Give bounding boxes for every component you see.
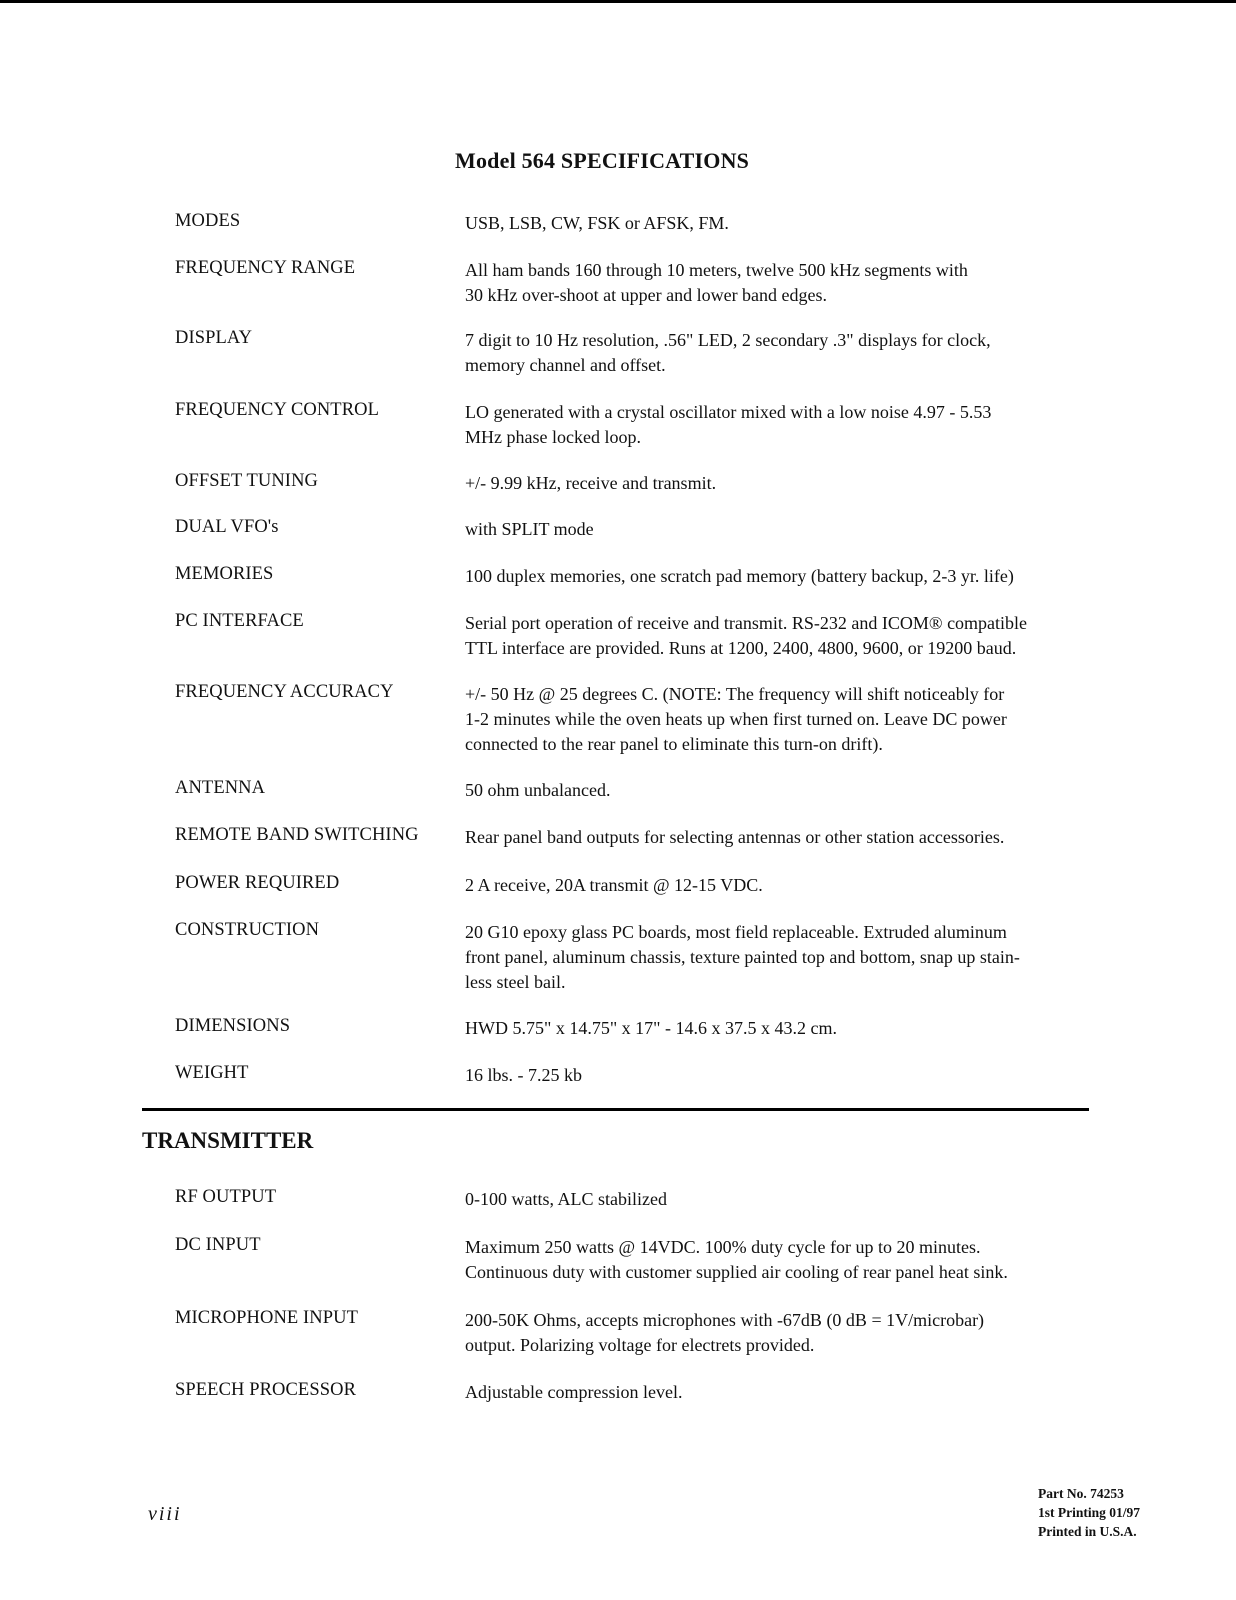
- spec-label: ANTENNA: [175, 778, 266, 798]
- spec-line: 20 G10 epoxy glass PC boards, most field replaceable. Extruded aluminum: [465, 922, 1007, 942]
- spec-value: [465, 825, 1105, 850]
- spec-line: Adjustable compression level.: [465, 1382, 683, 1402]
- spec-line: memory channel and offset.: [465, 355, 666, 375]
- spec-line: +/- 50 Hz @ 25 degrees C. (NOTE: The frequency will shift noticeably for: [465, 684, 1005, 704]
- spec-label: REMOTE BAND SWITCHING: [175, 825, 419, 845]
- spec-label: MEMORIES: [175, 564, 274, 584]
- spec-value: [465, 920, 1105, 995]
- spec-label: RF OUTPUT: [175, 1187, 277, 1207]
- spec-line: 0-100 watts, ALC stabilized: [465, 1189, 667, 1209]
- spec-value: [465, 778, 1105, 803]
- spec-line: Serial port operation of receive and transmit. RS-232 and ICOM® compatible: [465, 613, 1028, 633]
- spec-value: [465, 564, 1105, 589]
- spec-label: DUAL VFO's: [175, 517, 279, 537]
- spec-value: [465, 873, 1105, 898]
- spec-label: SPEECH PROCESSOR: [175, 1380, 357, 1400]
- spec-value: [465, 611, 1105, 661]
- spec-line: HWD 5.75" x 14.75" x 17" - 14.6 x 37.5 x 43.2 cm.: [465, 1018, 838, 1038]
- spec-line: TTL interface are provided. Runs at 1200, 2400, 4800, 9600, or 19200 baud.: [465, 638, 1017, 658]
- spec-label: MICROPHONE INPUT: [175, 1308, 359, 1328]
- spec-line: output. Polarizing voltage for electrets provided.: [465, 1335, 815, 1355]
- top-border: [0, 0, 1236, 3]
- spec-label: DISPLAY: [175, 328, 253, 348]
- spec-label: FREQUENCY ACCURACY: [175, 682, 394, 702]
- spec-line: Continuous duty with customer supplied air cooling of rear panel heat sink.: [465, 1262, 1008, 1282]
- spec-line: less steel bail.: [465, 972, 566, 992]
- spec-value: [465, 471, 1105, 496]
- spec-line: 30 kHz over-shoot at upper and lower band edges.: [465, 285, 828, 305]
- spec-value: [465, 1016, 1105, 1041]
- spec-value: [465, 1308, 1105, 1358]
- printed-in: Printed in U.S.A.: [1038, 1524, 1137, 1539]
- spec-line: 100 duplex memories, one scratch pad memory (battery backup, 2-3 yr. life): [465, 566, 1014, 586]
- spec-line: front panel, aluminum chassis, texture painted top and bottom, snap up stain-: [465, 947, 1020, 967]
- spec-line: 2 A receive, 20A transmit @ 12-15 VDC.: [465, 875, 763, 895]
- printing-info: 1st Printing 01/97: [1038, 1505, 1141, 1520]
- spec-line: MHz phase locked loop.: [465, 427, 641, 447]
- spec-line: 50 ohm unbalanced.: [465, 780, 611, 800]
- page-title: Model 564 SPECIFICATIONS: [455, 148, 750, 173]
- spec-line: with SPLIT mode: [465, 519, 594, 539]
- spec-label: CONSTRUCTION: [175, 920, 320, 940]
- spec-line: Maximum 250 watts @ 14VDC. 100% duty cycle for up to 20 minutes.: [465, 1237, 981, 1257]
- spec-value: [465, 517, 1105, 542]
- spec-line: connected to the rear panel to eliminate this turn-on drift).: [465, 734, 883, 754]
- page-number: viii: [148, 1503, 182, 1525]
- section-heading-transmitter: TRANSMITTER: [142, 1128, 314, 1153]
- spec-line: LO generated with a crystal oscillator mixed with a low noise 4.97 - 5.53: [465, 402, 992, 422]
- section-divider: [142, 1108, 1089, 1111]
- spec-value: [465, 258, 1105, 308]
- spec-value: [465, 211, 1105, 236]
- spec-value: [465, 1187, 1105, 1212]
- part-number: Part No. 74253: [1038, 1486, 1124, 1501]
- spec-label: WEIGHT: [175, 1063, 249, 1083]
- spec-line: Rear panel band outputs for selecting antennas or other station accessories.: [465, 827, 1005, 847]
- spec-value: [465, 682, 1105, 757]
- spec-label: FREQUENCY RANGE: [175, 258, 356, 278]
- spec-label: DIMENSIONS: [175, 1016, 291, 1036]
- spec-value: [465, 1063, 1105, 1088]
- spec-label: OFFSET TUNING: [175, 471, 318, 491]
- spec-value: [465, 328, 1105, 378]
- spec-value: [465, 400, 1105, 450]
- spec-line: +/- 9.99 kHz, receive and transmit.: [465, 473, 717, 493]
- spec-value: [465, 1380, 1105, 1405]
- spec-line: USB, LSB, CW, FSK or AFSK, FM.: [465, 213, 729, 233]
- spec-label: POWER REQUIRED: [175, 873, 340, 893]
- spec-label: PC INTERFACE: [175, 611, 304, 631]
- spec-line: 200-50K Ohms, accepts microphones with -67dB (0 dB = 1V/microbar): [465, 1310, 985, 1330]
- part-info: [1038, 1484, 1140, 1541]
- spec-line: 7 digit to 10 Hz resolution, .56" LED, 2 secondary .3" displays for clock,: [465, 330, 991, 350]
- spec-label: MODES: [175, 211, 241, 231]
- spec-line: 16 lbs. - 7.25 kb: [465, 1065, 582, 1085]
- spec-label: FREQUENCY CONTROL: [175, 400, 380, 420]
- spec-value: [465, 1235, 1105, 1285]
- spec-label: DC INPUT: [175, 1235, 261, 1255]
- spec-line: All ham bands 160 through 10 meters, twelve 500 kHz segments with: [465, 260, 968, 280]
- spec-line: 1-2 minutes while the oven heats up when first turned on. Leave DC power: [465, 709, 1007, 729]
